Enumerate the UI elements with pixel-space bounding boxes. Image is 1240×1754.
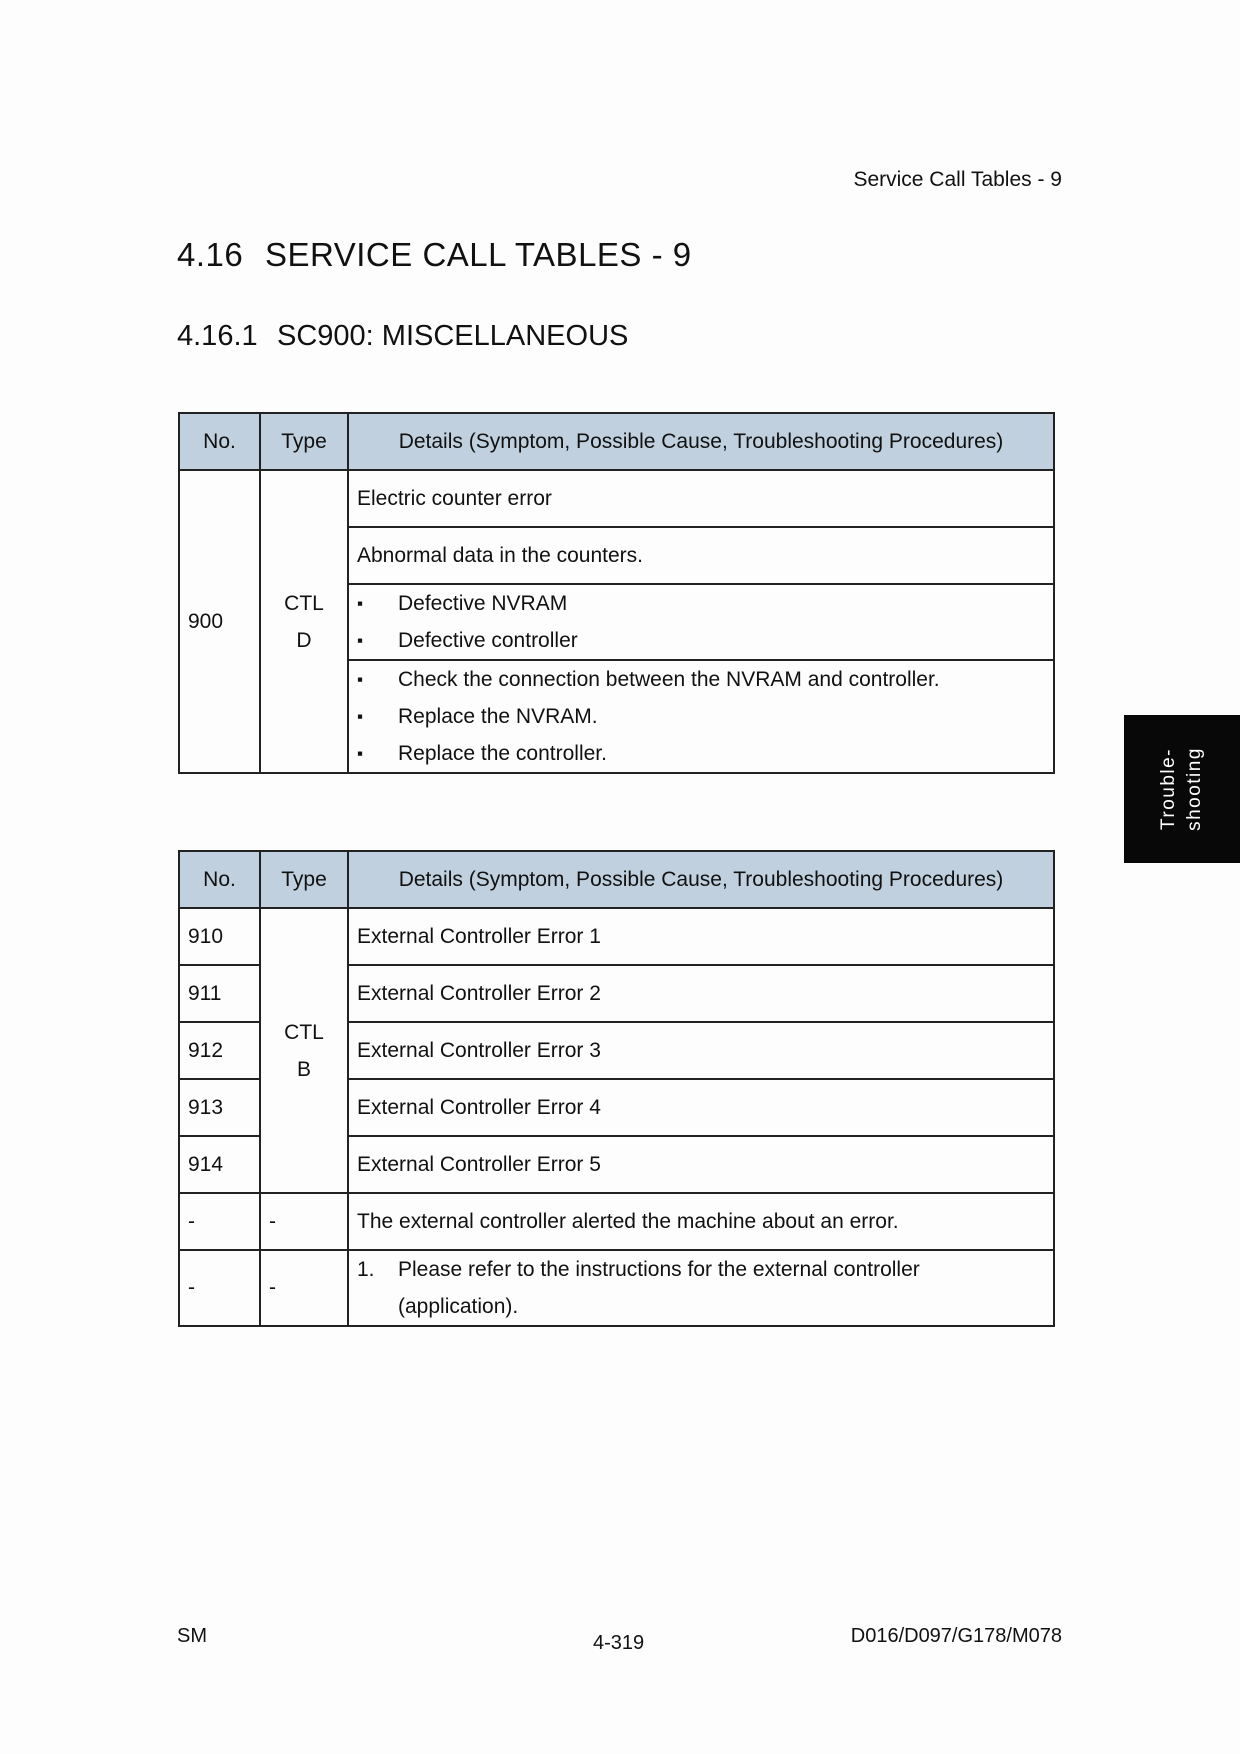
footer-model-codes: D016/D097/G178/M078 [850, 1625, 1062, 1647]
sc-number: 911 [179, 965, 260, 1022]
list-item: ▪ Replace the controller. [357, 735, 1045, 772]
page-number: 4-319 [593, 1632, 645, 1654]
causes-list [357, 585, 1045, 659]
section-heading [177, 236, 692, 274]
sc-number: 910 [179, 908, 260, 965]
table-row [179, 470, 1054, 527]
sc910-914-table [178, 850, 1055, 1327]
header-details: Details (Symptom, Possible Cause, Troubleshooting Procedures) [348, 413, 1054, 470]
symptom-cell: Electric counter error [348, 470, 1054, 527]
table-row [179, 908, 1054, 965]
causes-cell [348, 584, 1054, 660]
sc-type [260, 908, 348, 1193]
sc-number: 900 [179, 470, 260, 773]
sc-number: - [179, 1250, 260, 1326]
table-row [179, 1250, 1054, 1326]
cause-cell: The external controller alerted the machine about an error. [348, 1193, 1054, 1250]
header-details: Details (Symptom, Possible Cause, Troubleshooting Procedures) [348, 851, 1054, 908]
detail-cell: External Controller Error 1 [348, 908, 1054, 965]
procedures-cell [348, 660, 1054, 773]
sc-type [260, 470, 348, 773]
item-text: Please refer to the instructions for the external controller (application). [398, 1258, 920, 1318]
sc-number: - [179, 1193, 260, 1250]
sc-number: 912 [179, 1022, 260, 1079]
table-row [179, 1193, 1054, 1250]
sc-type: - [260, 1193, 348, 1250]
list-item: ▪ Check the connection between the NVRAM and controller. [357, 661, 1045, 698]
numbered-item [357, 1251, 1045, 1325]
detail-cell: External Controller Error 5 [348, 1136, 1054, 1193]
table-header-row [179, 851, 1054, 908]
header-type: Type [260, 413, 348, 470]
header-no: No. [179, 413, 260, 470]
subsection-heading [177, 320, 628, 353]
detail-cell: External Controller Error 3 [348, 1022, 1054, 1079]
list-item: ▪ Defective controller [357, 622, 1045, 659]
table-header-row [179, 413, 1054, 470]
item-number: 1. [357, 1258, 375, 1281]
running-header: Service Call Tables - 9 [853, 168, 1062, 191]
side-tab-line2: shooting [1184, 747, 1205, 831]
header-type: Type [260, 851, 348, 908]
sc900-table [178, 412, 1055, 774]
section-side-tab [1124, 715, 1240, 863]
sc-number: 914 [179, 1136, 260, 1193]
sc-type-line1: CTL [284, 1020, 324, 1044]
description-cell: Abnormal data in the counters. [348, 527, 1054, 584]
sc-type-line2: D [296, 628, 312, 652]
detail-cell: External Controller Error 4 [348, 1079, 1054, 1136]
detail-cell: External Controller Error 2 [348, 965, 1054, 1022]
subsection-number: 4.16.1 [177, 320, 258, 352]
header-no: No. [179, 851, 260, 908]
side-tab-label [1156, 747, 1208, 831]
sc-type: - [260, 1250, 348, 1326]
sc-type-line1: CTL [284, 591, 324, 615]
action-cell [348, 1250, 1054, 1326]
footer-left: SM [177, 1625, 207, 1647]
sc-number: 913 [179, 1079, 260, 1136]
list-item: ▪ Replace the NVRAM. [357, 698, 1045, 735]
section-title: SERVICE CALL TABLES - 9 [265, 236, 692, 273]
list-item: ▪ Defective NVRAM [357, 585, 1045, 622]
subsection-title: SC900: MISCELLANEOUS [277, 320, 629, 352]
sc-type-line2: B [296, 1057, 311, 1081]
side-tab-line1: Trouble- [1158, 747, 1179, 831]
procedures-list [357, 661, 1045, 772]
section-number: 4.16 [177, 236, 244, 273]
